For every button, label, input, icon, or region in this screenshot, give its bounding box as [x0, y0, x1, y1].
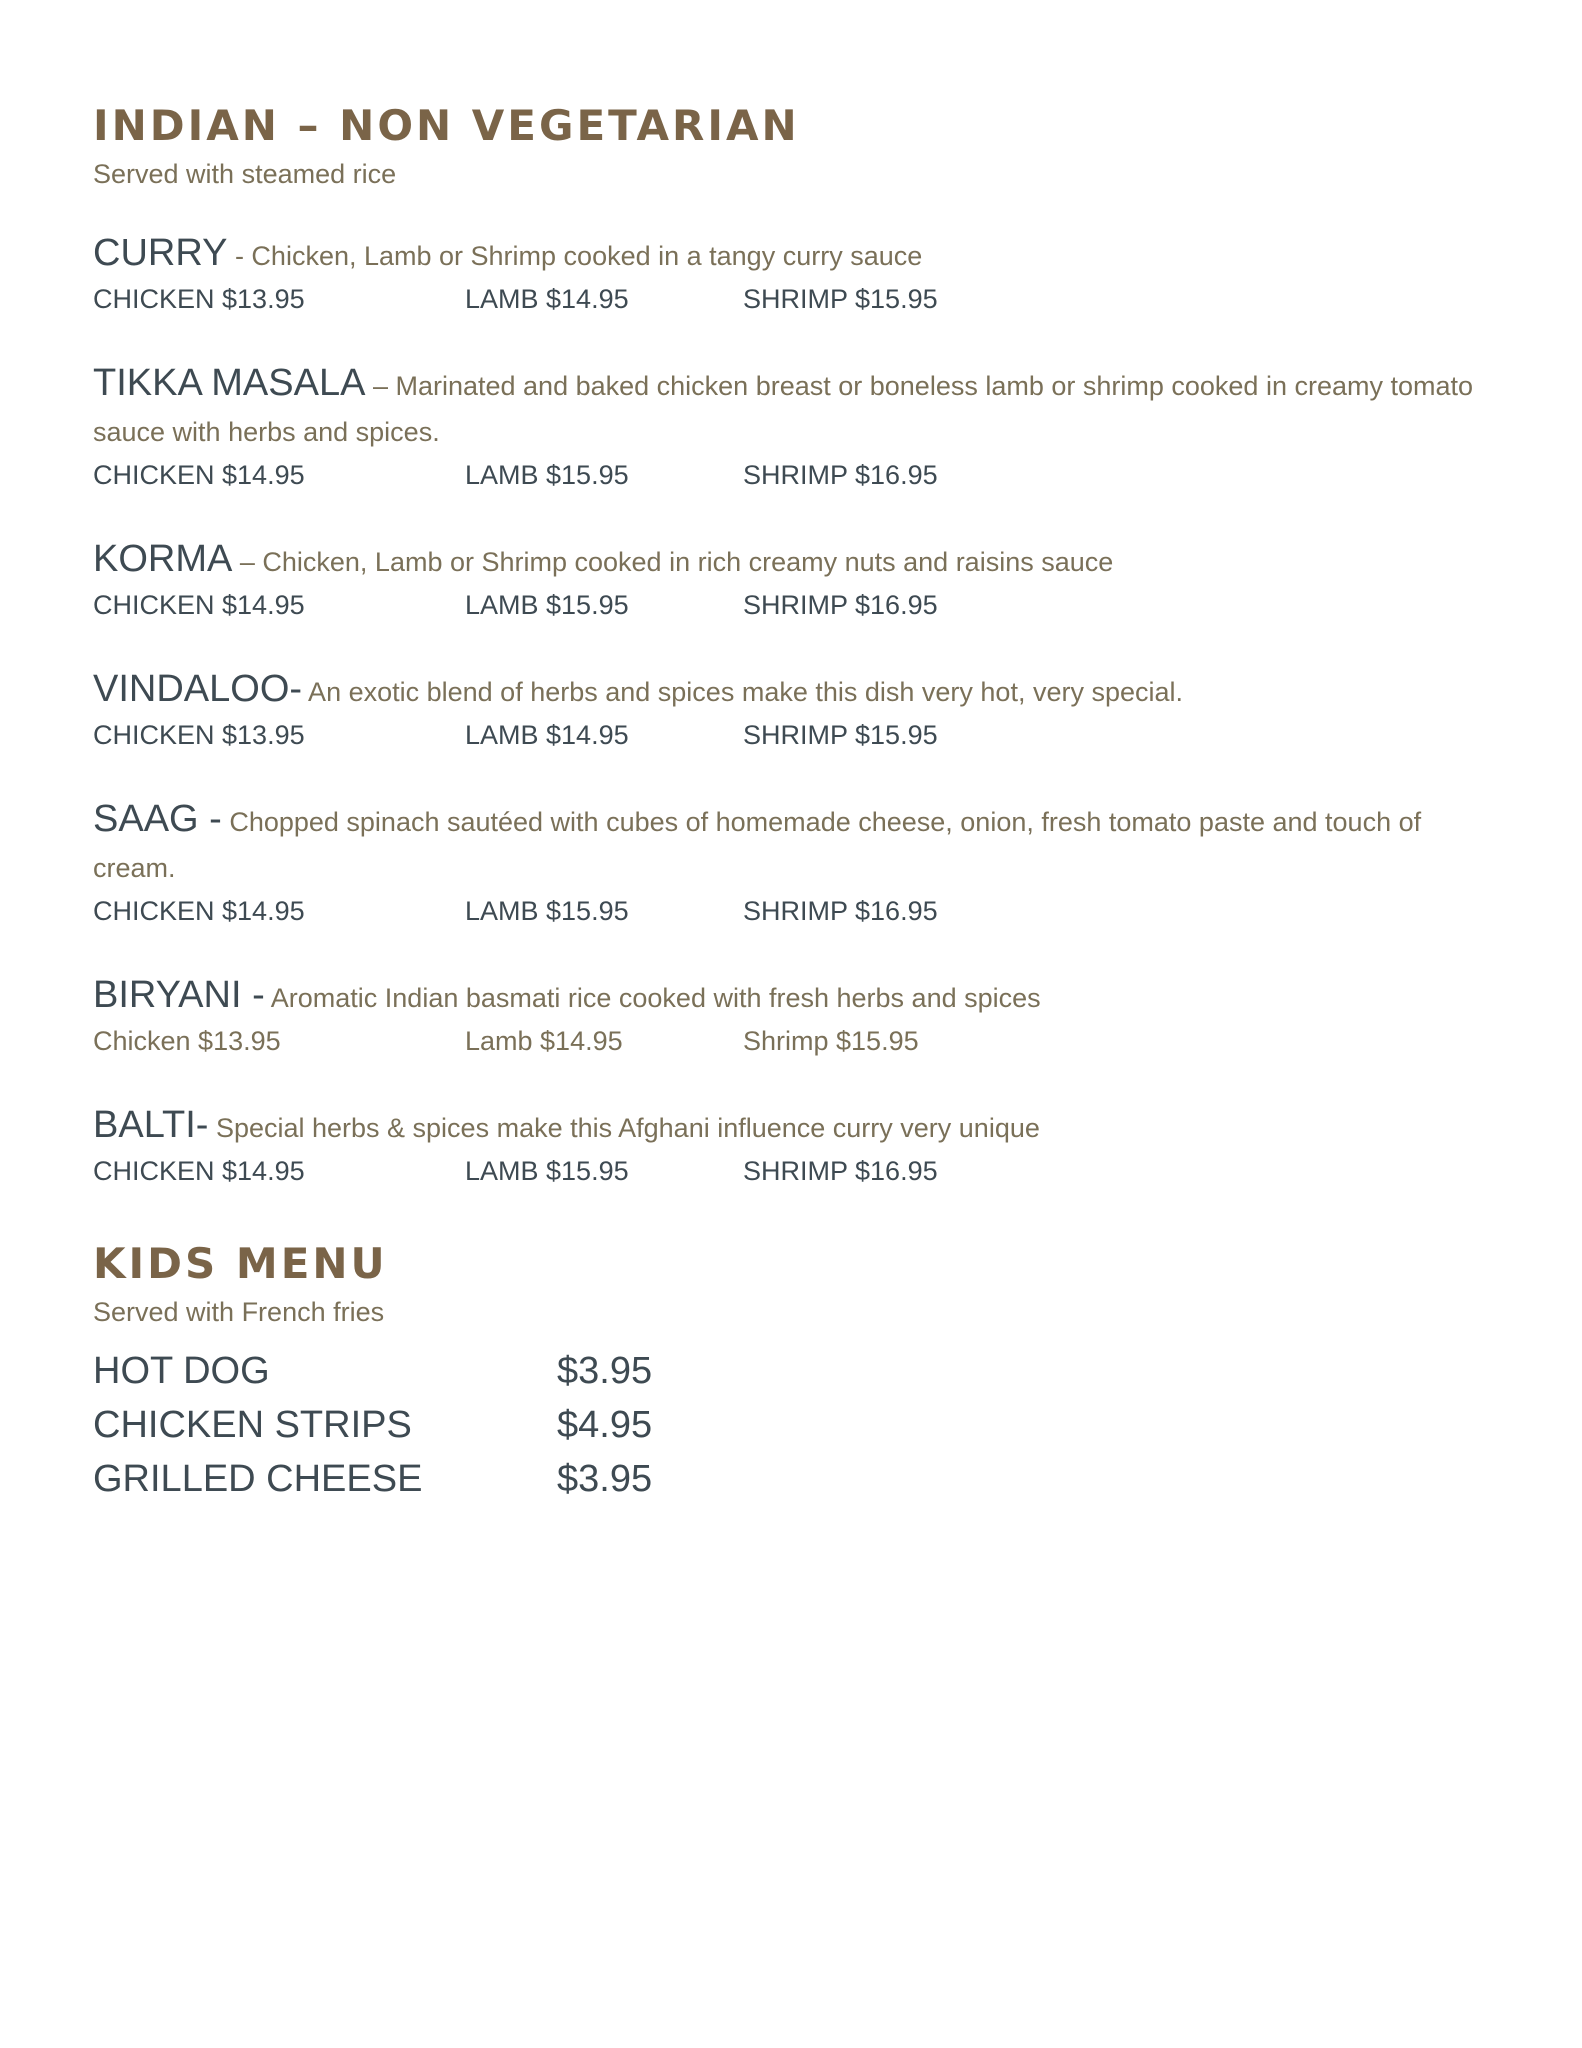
dish-vindaloo: [93, 668, 1493, 752]
kids-subtitle: Served with French fries: [93, 1297, 385, 1327]
price-shrimp: SHRIMP $16.95: [743, 590, 938, 620]
kids-item-price: $3.95: [557, 1458, 653, 1500]
price-lamb: LAMB $14.95: [465, 284, 629, 314]
price-shrimp: SHRIMP $16.95: [743, 1156, 938, 1186]
price-lamb: Lamb $14.95: [465, 1026, 623, 1056]
kids-item-price: $3.95: [557, 1350, 653, 1392]
dish-name: CURRY: [93, 232, 228, 274]
dish-description: An exotic blend of herbs and spices make this dish very hot, very special.: [302, 677, 1184, 707]
dish-header: [93, 232, 1493, 282]
dish-description: - Chicken, Lamb or Shrimp cooked in a tangy curry sauce: [227, 241, 923, 271]
price-shrimp: SHRIMP $15.95: [743, 284, 938, 314]
dish-curry: [93, 232, 1493, 316]
price-row: [93, 1024, 1493, 1058]
dish-saag: [93, 798, 1493, 928]
price-row: [93, 718, 1493, 752]
dish-description: Special herbs & spices make this Afghani influence curry very unique: [208, 1113, 1040, 1143]
price-lamb: LAMB $15.95: [465, 460, 629, 490]
price-chicken: CHICKEN $14.95: [93, 590, 305, 620]
dish-header: [93, 362, 1493, 458]
dish-header: [93, 538, 1493, 588]
price-lamb: LAMB $15.95: [465, 896, 629, 926]
dish-header: [93, 1104, 1493, 1154]
non-veg-subtitle: Served with steamed rice: [93, 159, 397, 189]
dish-name: TIKKA MASALA: [93, 362, 366, 404]
kids-section: [93, 1234, 1493, 1506]
dish-description: Chopped spinach sautéed with cubes of homemade cheese, onion, fresh tomato paste and touch of cream.: [93, 807, 1422, 883]
dish-description: – Marinated and baked chicken breast or boneless lamb or shrimp cooked in creamy tomato sauce with herbs and spices.: [93, 371, 1474, 447]
price-row: [93, 282, 1493, 316]
price-chicken: Chicken $13.95: [93, 1026, 281, 1056]
price-shrimp: SHRIMP $16.95: [743, 460, 938, 490]
non-veg-title: INDIAN – NON VEGETARIAN: [93, 101, 800, 150]
kids-item: [93, 1398, 1493, 1452]
price-lamb: LAMB $14.95: [465, 720, 629, 750]
dish-korma: [93, 538, 1493, 622]
kids-item-name: GRILLED CHEESE: [93, 1458, 423, 1500]
dish-name: BALTI-: [93, 1104, 209, 1146]
price-row: [93, 1154, 1493, 1188]
dish-name: KORMA: [93, 538, 233, 580]
dish-name: VINDALOO-: [93, 668, 303, 710]
price-shrimp: SHRIMP $16.95: [743, 896, 938, 926]
dish-name: SAAG -: [93, 798, 222, 840]
price-lamb: LAMB $15.95: [465, 1156, 629, 1186]
kids-item: [93, 1344, 1493, 1398]
price-lamb: LAMB $15.95: [465, 590, 629, 620]
dish-biryani: [93, 974, 1493, 1058]
dish-header: [93, 798, 1493, 894]
non-veg-section: [93, 96, 1493, 1188]
dish-header: [93, 974, 1493, 1024]
price-chicken: CHICKEN $13.95: [93, 284, 305, 314]
menu-content: [93, 96, 1493, 1506]
kids-item-price: $4.95: [557, 1404, 653, 1446]
dish-description: Aromatic Indian basmati rice cooked with fresh herbs and spices: [264, 983, 1041, 1013]
price-row: [93, 894, 1493, 928]
price-chicken: CHICKEN $14.95: [93, 1156, 305, 1186]
price-chicken: CHICKEN $13.95: [93, 720, 305, 750]
kids-item: [93, 1452, 1493, 1506]
dish-header: [93, 668, 1493, 718]
kids-item-name: HOT DOG: [93, 1350, 270, 1392]
price-shrimp: Shrimp $15.95: [743, 1026, 919, 1056]
kids-item-name: CHICKEN STRIPS: [93, 1404, 412, 1446]
dish-name: BIRYANI -: [93, 974, 265, 1016]
kids-title: KIDS MENU: [93, 1239, 388, 1288]
price-row: [93, 588, 1493, 622]
dish-tikka-masala: [93, 362, 1493, 492]
price-row: [93, 458, 1493, 492]
price-chicken: CHICKEN $14.95: [93, 460, 305, 490]
price-shrimp: SHRIMP $15.95: [743, 720, 938, 750]
dish-description: – Chicken, Lamb or Shrimp cooked in rich creamy nuts and raisins sauce: [232, 547, 1114, 577]
dish-balti: [93, 1104, 1493, 1188]
price-chicken: CHICKEN $14.95: [93, 896, 305, 926]
